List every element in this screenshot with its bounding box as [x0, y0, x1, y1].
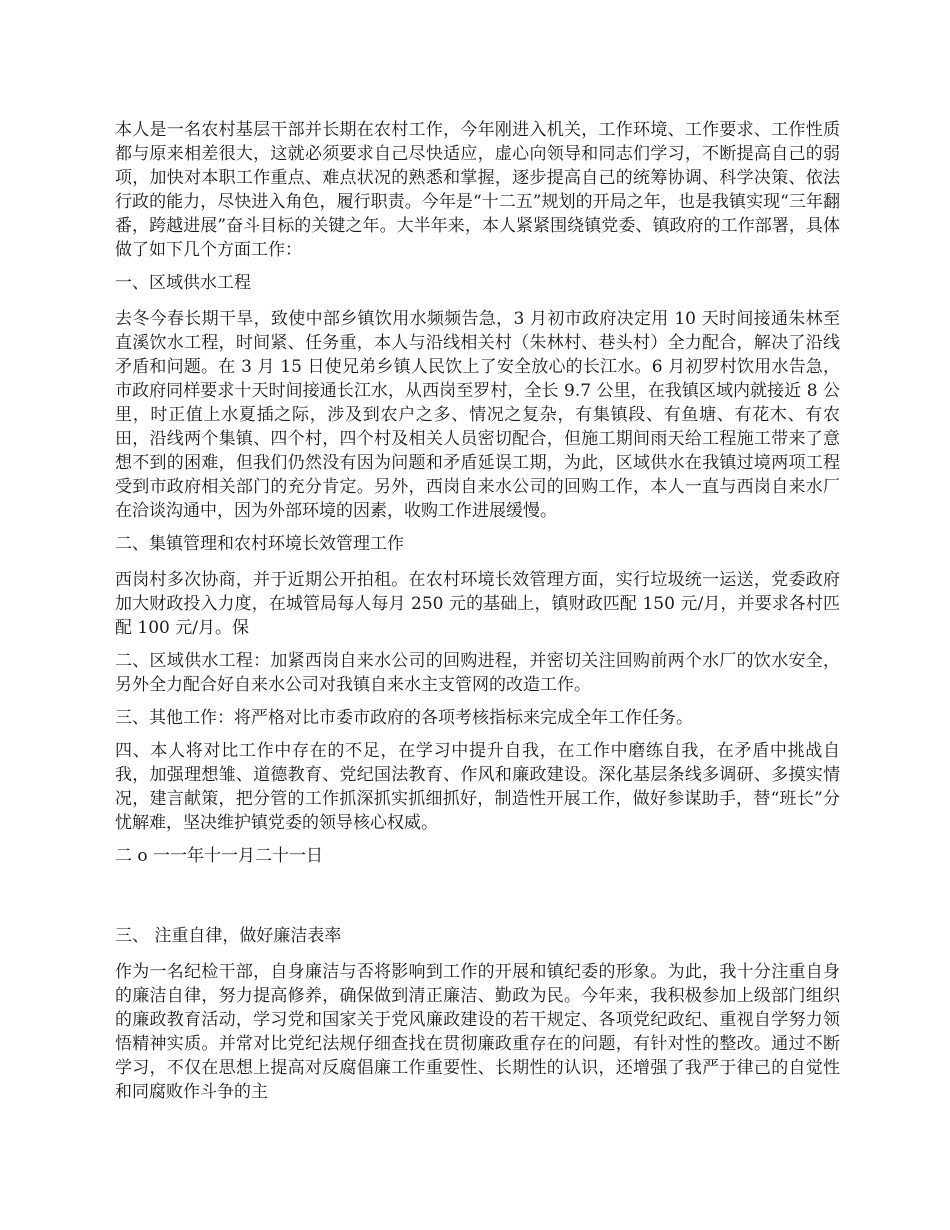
section-heading-water-supply: 一、区域供水工程 — [115, 273, 251, 293]
water-supply-paragraph: 去冬今春长期干旱，致使中部乡镇饮用水频频告急，3 月初市政府决定用 10 天时间接通朱林至直溪饮水工程，时间紧、任务重，本人与沿线相关村（朱林村、巷头村）全力配合，解决了沿线矛盾和问题。在 3 月 15 日使兄弟乡镇人民饮上了安全放心的长江水。6 月初罗村饮用水告急，市政府同样要求十天时间接通长江水，从西岗至罗村，全长 9.7 公里，在我镇区域内就接近 8 公里，时正值上水夏插之际，涉及到农户之多、情况之复杂，有集镇段、有鱼塘、有花木、有农田，沿线两个集镇、四个村，四个村及相关人员密切配合，但施工期间雨天给工程施工带来了意想不到的困难，但我们仍然没有因为问题和矛盾延误工期，为此，区域供水在我镇过境两项工程受到市政府相关部门的充分肯定。另外，西岗自来水公司的回购工作，本人一直与西岗自来水厂在洽谈沟通中，因为外部环境的因素，收购工作进展缓慢。 — [115, 309, 840, 521]
section-heading-town-management: 二、集镇管理和农村环境长效管理工作 — [115, 534, 404, 554]
section-heading-self-discipline: 三、 注重自律，做好廉洁表率 — [115, 926, 342, 946]
plan-water-supply-paragraph: 二、区域供水工程：加紧西岗自来水公司的回购进程，并密切关注回购前两个水厂的饮水安全，另外全力配合好自来水公司对我镇自来水主支管网的改造工作。 — [115, 651, 840, 695]
self-discipline-paragraph: 作为一名纪检干部，自身廉洁与否将影响到工作的开展和镇纪委的形象。为此，我十分注重自身的廉洁自律，努力提高修养，确保做到清正廉洁、勤政为民。今年来，我积极参加上级部门组织的廉政教育活动，学习党和国家关于党风廉政建设的若干规定、各项党纪政纪、重视自学努力领悟精神实质。并常对比党纪法规仔细查找在贯彻廉政重存在的问题，有针对性的整改。通过不断学习，不仅在思想上提高对反腐倡廉工作重要性、长期性的认识，还增强了我严于律己的自觉性和同腐败作斗争的主 — [115, 962, 840, 1102]
document-body — [115, 118, 840, 1113]
intro-paragraph: 本人是一名农村基层干部并长期在农村工作，今年刚进入机关，工作环境、工作要求、工作性质都与原来相差很大，这就必须要求自己尽快适应，虚心向领导和同志们学习，不断提高自己的弱项，加快对本职工作重点、难点状况的熟悉和掌握，逐步提高自己的统筹协调、科学决策、依法行政的能力，尽快进入角色，履行职责。今年是“十二五”规划的开局之年，也是我镇实现“三年翻番，跨越进展”奋斗目标的关键之年。大半年来，本人紧紧围绕镇党委、镇政府的工作部署，具体做了如下几个方面工作： — [115, 120, 840, 260]
document-date: 二 o 一一年十一月二十一日 — [115, 846, 324, 866]
town-management-paragraph: 西岗村多次协商，并于近期公开拍租。在农村环境长效管理方面，实行垃圾统一运送，党委政府加大财政投入力度，在城管局每人每月 250 元的基础上，镇财政匹配 150 元/月，并要求各村匹配 100 元/月。保 — [115, 570, 840, 638]
plan-self-improvement-paragraph: 四、本人将对比工作中存在的不足，在学习中提升自我，在工作中磨练自我，在矛盾中挑战自我，加强理想雏、道德教育、党纪国法教育、作风和廉政建设。深化基层条线多调研、多摸实情况，建言献策，把分管的工作抓深抓实抓细抓好，制造性开展工作，做好参谋助手，替“班长”分忧解难，坚决维护镇党委的领导核心权威。 — [115, 741, 840, 833]
plan-other-work-paragraph: 三、其他工作：将严格对比市委市政府的各项考核指标来完成全年工作任务。 — [115, 708, 693, 728]
section-spacer — [115, 880, 840, 924]
